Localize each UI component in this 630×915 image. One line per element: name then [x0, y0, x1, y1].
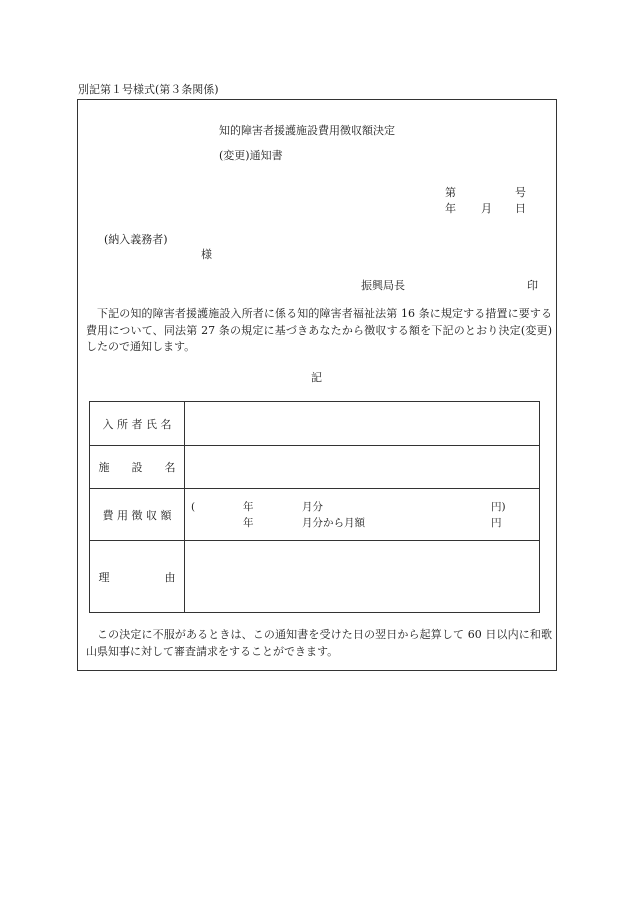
appeal-notice: この決定に不服があるときは、この通知書を受けた日の翌日から起算して 60 日以内に和歌山県知事に対して審査請求をすることができます。 [86, 628, 552, 658]
issuer-seal: 印 [527, 279, 538, 292]
issuer-title: 振興局長 [361, 279, 405, 292]
info-table [89, 401, 540, 613]
form-reference: 別記第１号様式(第３条関係) [78, 83, 219, 96]
document-title-sub: (変更)通知書 [219, 149, 283, 162]
ki-heading: 記 [311, 371, 322, 384]
row-label-facility: 施 設 名 [98, 461, 176, 474]
row-label-name: 入 所 者 氏 名 [102, 417, 172, 431]
fee-nen-2: 年 [243, 517, 254, 529]
table-row [90, 446, 539, 489]
notice-body: 下記の知的障害者援護施設入所者に係る知的障害者福祉法第 16 条に規定する措置に要する費用について、同法第 27 条の規定に基づきあなたから徴収する額を下記のとおり決定(変更)したので通知します。 [86, 307, 552, 353]
fee-paren-open: ( [191, 501, 196, 513]
row-label-fee: 費 用 徴 収 額 [102, 508, 172, 522]
fee-month-amount: 月分 [302, 501, 323, 513]
fee-month-from: 月分から月額 [302, 517, 365, 529]
fee-nen-1: 年 [243, 501, 254, 513]
recipient-sama: 様 [201, 248, 212, 261]
table-row [90, 489, 539, 541]
date-tsuki: 月 [481, 202, 492, 215]
ref-dai: 第 [445, 186, 456, 199]
date-hi: 日 [515, 202, 526, 215]
recipient-label: (納入義務者) [104, 233, 168, 246]
ref-go: 号 [515, 186, 526, 199]
fee-yen: 円 [491, 517, 502, 529]
date-nen: 年 [445, 202, 456, 215]
document-title: 知的障害者援護施設費用徴収額決定 [219, 124, 395, 137]
table-row [90, 402, 539, 446]
fee-yen-close: 円) [491, 501, 506, 513]
row-label-reason: 理 由 [98, 570, 176, 584]
table-row [90, 541, 539, 612]
